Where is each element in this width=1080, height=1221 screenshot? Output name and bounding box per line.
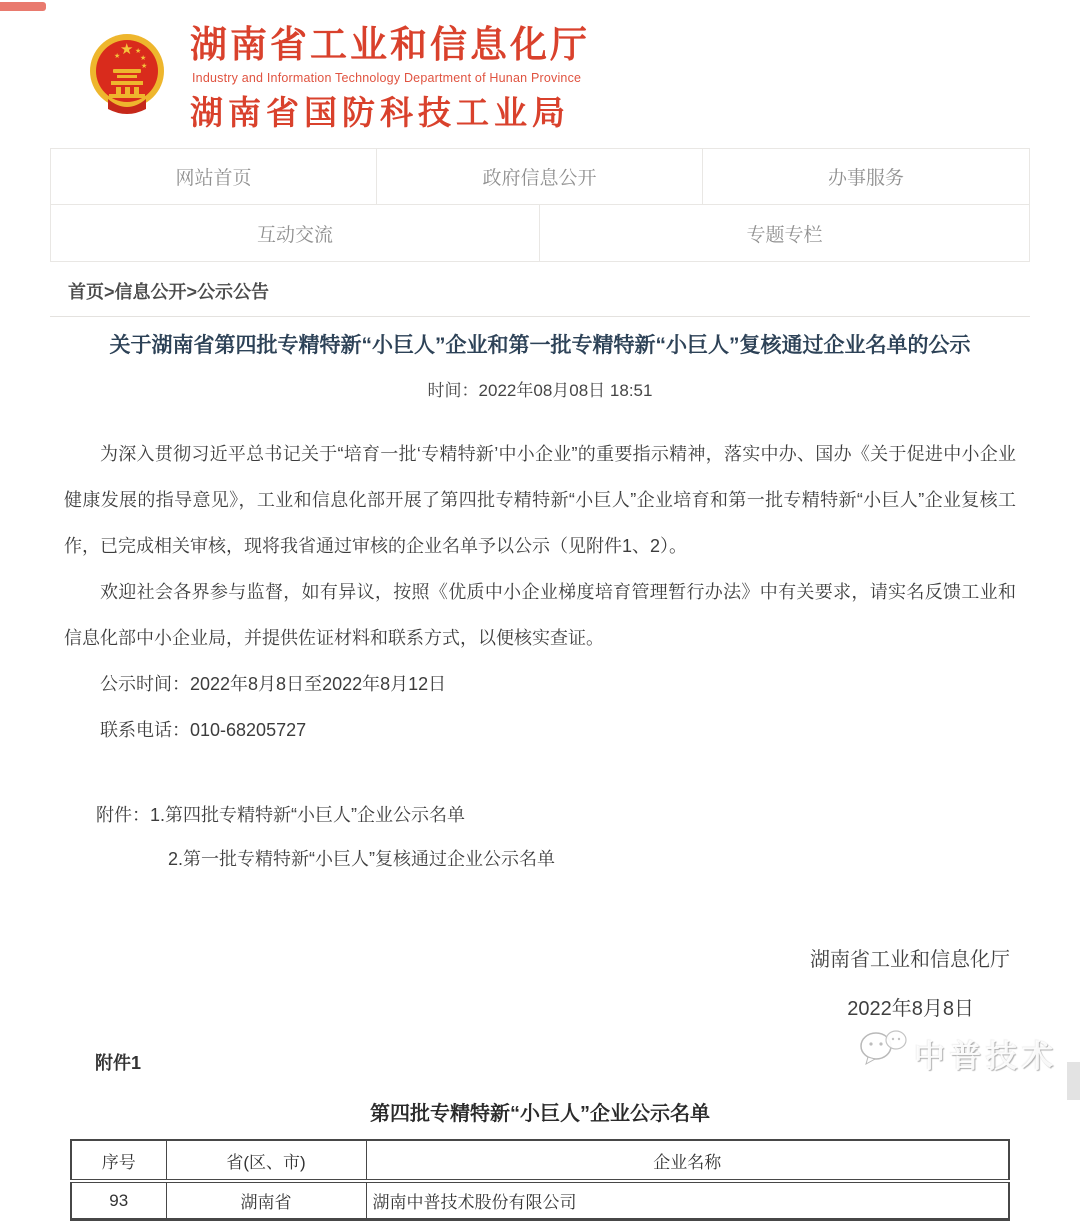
svg-text:★: ★ (140, 55, 147, 62)
attachment-link-1[interactable]: 1.第四批专精特新“小巨人”企业公示名单 (150, 805, 465, 826)
cell-province: 湖南省 (166, 1181, 366, 1219)
svg-text:★: ★ (135, 48, 142, 55)
svg-text:★: ★ (114, 53, 121, 60)
nav-item-interaction[interactable]: 互动交流 (51, 205, 540, 261)
nav-item-services[interactable]: 办事服务 (827, 168, 904, 189)
table-row (71, 1181, 1009, 1219)
page-title: 关于湖南省第四批专精特新“小巨人”企业和第一批专精特新“小巨人”复核通过企业名单的公示 (109, 334, 971, 357)
org-title-block (190, 14, 590, 134)
svg-text:★: ★ (141, 63, 148, 70)
col-header-province: 省(区、市) (166, 1140, 366, 1181)
col-header-index: 序号 (71, 1140, 166, 1181)
main-nav (50, 148, 1030, 262)
breadcrumb-divider (50, 316, 1030, 317)
publish-time: 时间：2022年08月08日 18:51 (427, 381, 653, 401)
watermark-text: 中普技术 (914, 1039, 1058, 1074)
paragraph-1: 为深入贯彻习近平总书记关于“培育一批‘专精特新’中小企业”的重要指示精神，落实中办、国办《关于促进中小企业健康发展的指导意见》，工业和信息化部开展了第四批专精特新“小巨人”企业培育和第一批专精特新“小巨人”企业复核工作，已完成相关审核，现将我省通过审核的企业名单予以公示（见附件1、2）。 (64, 444, 1016, 557)
signature-block (0, 943, 1010, 1021)
org-name-secondary: 湖南省国防科技工业局 (190, 94, 570, 131)
attachment-link-2[interactable]: 2.第一批专精特新“小巨人”复核通过企业公示名单 (168, 849, 555, 870)
nav-item-home[interactable]: 网站首页 (51, 149, 377, 204)
org-name-primary: 湖南省工业和信息化厅 (190, 24, 590, 65)
article-body (64, 431, 1016, 753)
chat-bubbles-icon (856, 1028, 914, 1079)
signature-date: 2022年8月8日 (847, 998, 974, 1021)
breadcrumb[interactable]: 首页>信息公开>公示公告 (68, 282, 270, 302)
site-header (0, 0, 1080, 144)
annex-table (70, 1139, 1010, 1221)
public-period-line: 公示时间：2022年8月8日至2022年8月12日 (100, 674, 447, 695)
paragraph-2: 欢迎社会各界参与监督，如有异议，按照《优质中小企业梯度培育管理暂行办法》中有关要求，请实名反馈工业和信息化部中小企业局，并提供佐证材料和联系方式，以便核实查证。 (64, 582, 1016, 649)
corner-red-mark (0, 2, 46, 11)
cell-index: 93 (71, 1181, 166, 1219)
signature-org: 湖南省工业和信息化厅 (810, 949, 1010, 972)
col-header-company: 企业名称 (366, 1140, 1009, 1181)
org-name-english: Industry and Information Technology Department of Hunan Province (192, 71, 582, 85)
annex-label: 附件1 (95, 1053, 142, 1074)
cell-company: 湖南中普技术股份有限公司 (366, 1181, 1009, 1219)
contact-phone-line: 联系电话：010-68205727 (100, 720, 307, 741)
nav-item-special-topics[interactable]: 专题专栏 (746, 224, 823, 246)
svg-text:★: ★ (120, 41, 134, 58)
edge-gray-block (1067, 1062, 1080, 1100)
attachments-label: 附件： (96, 805, 150, 826)
watermark (856, 1028, 1058, 1079)
annex-table-title: 第四批专精特新“小巨人”企业公示名单 (370, 1103, 710, 1126)
national-emblem-icon (88, 31, 166, 117)
nav-item-gov-info[interactable]: 政府信息公开 (377, 149, 703, 204)
table-header-row (71, 1140, 1009, 1181)
attachments-block (64, 793, 1016, 881)
